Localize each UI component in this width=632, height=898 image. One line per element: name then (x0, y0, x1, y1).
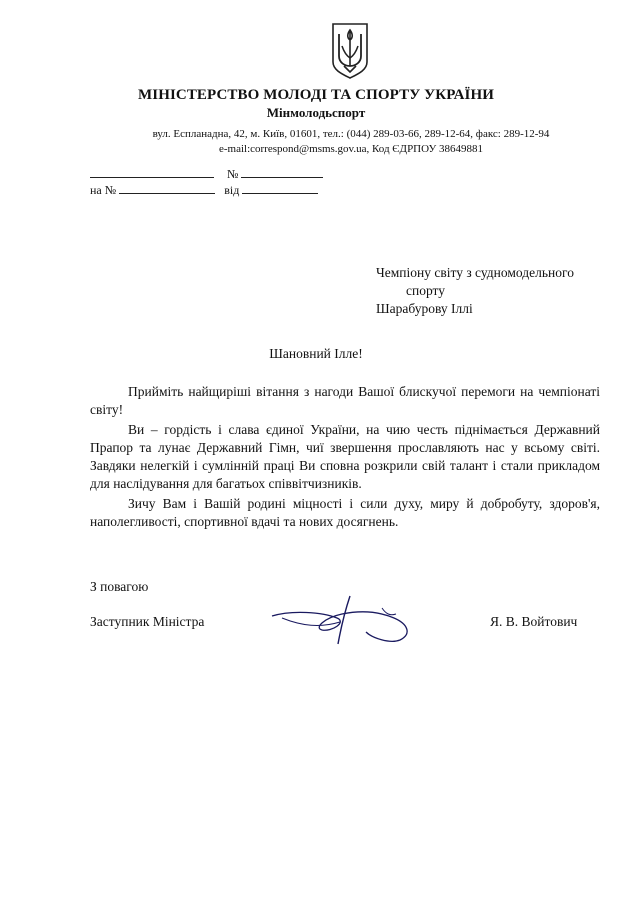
reply-reference-line (90, 182, 318, 198)
signer-name: Я. В. Войтович (490, 614, 578, 629)
reply-number-blank (119, 182, 215, 194)
ministry-contacts: e-mail:correspond@msms.gov.ua, Код ЄДРПОУ 38649881 (218, 143, 483, 155)
addressee-line: Чемпіону світу з судномодельного (376, 265, 574, 280)
ministry-short-name: Мінмолодьспорт (266, 105, 366, 120)
body-paragraph: Ви – гордість і слава єдиної України, на чию честь піднімається Державний Прапор та лунає Державний Гімн, чиї звершення прославляють нас у всьому світі. Завдяки нелегкій і сумлінній праці Ви сповна розкрили свій талант і стали прикладом для наслідування для багатьох співвітчизників. (90, 422, 600, 491)
body-paragraph: Прийміть найщиріші вітання з нагоди Вашої блискучої перемоги на чемпіонаті світу! (90, 384, 600, 417)
addressee-line: спорту (406, 283, 446, 298)
reply-date-blank (242, 182, 318, 194)
date-blank (90, 166, 214, 178)
ministry-address: вул. Еспланадна, 42, м. Київ, 01601, тел.: (044) 289-03-66, 289-12-64, факс: 289-12-94 (152, 128, 550, 140)
trident-emblem-icon (330, 22, 370, 80)
number-label: № (227, 167, 239, 181)
addressee-name: Шарабурову Іллі (376, 301, 473, 316)
body-paragraph: Зичу Вам і Вашій родині міцності і сили духу, миру й добробуту, здоров'я, наполегливості, спортивної вдачі та нових досягнень. (90, 496, 600, 529)
ministry-name: МІНІСТЕРСТВО МОЛОДІ ТА СПОРТУ УКРАЇНИ (138, 87, 494, 103)
number-blank (241, 166, 323, 178)
date-label: від (224, 183, 240, 197)
reply-number-label: на № (90, 183, 117, 197)
closing-phrase: З повагою (90, 579, 149, 594)
outgoing-number-line (90, 166, 323, 182)
addressee-block (376, 264, 574, 318)
signer-position: Заступник Міністра (90, 614, 205, 629)
letter-body (90, 383, 600, 533)
salutation: Шановний Ілле! (269, 346, 363, 361)
handwritten-signature (262, 588, 432, 648)
